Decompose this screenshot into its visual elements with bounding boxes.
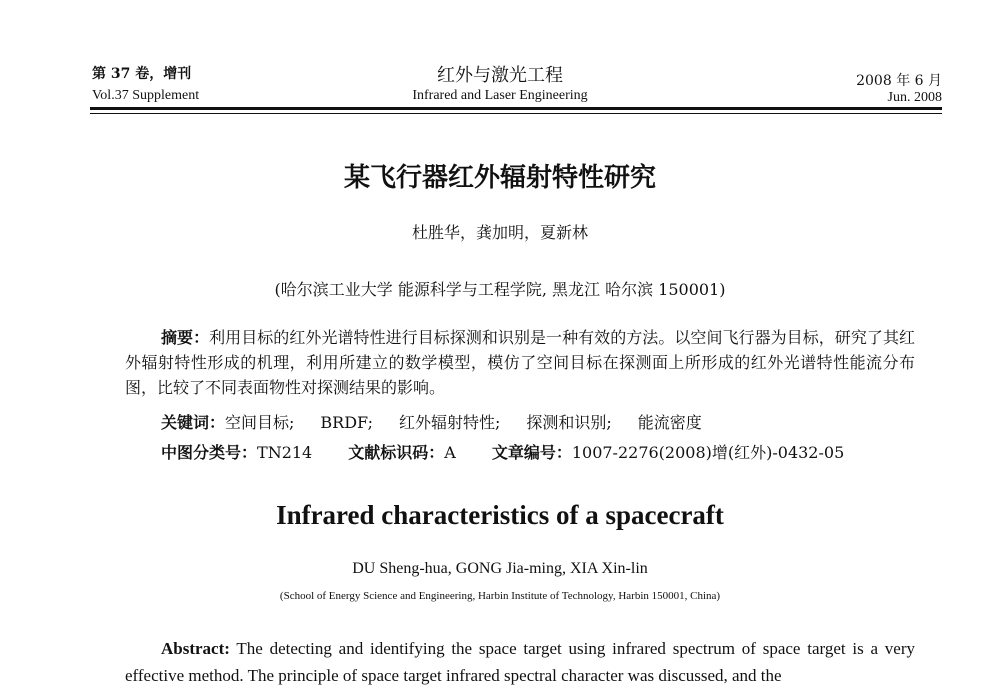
journal-title-en: Infrared and Laser Engineering	[412, 88, 588, 103]
header-rule-thin	[90, 113, 942, 114]
abstract-en	[125, 635, 915, 689]
keyword-item: 探测和识别;	[526, 413, 612, 432]
classification-row	[161, 440, 844, 463]
authors-en: DU Sheng-hua, GONG Jia-ming, XIA Xin-lin	[352, 560, 648, 577]
abstract-cn-text: 利用目标的红外光谱特性进行目标探测和识别是一种有效的方法。以空间飞行器为目标，研究了其红外辐射特性形成的机理，利用所建立的数学模型，模仿了空间目标在探测面上所形成的红外光谱特性能流分布图，比较了不同表面物性对探测结果的影响。	[125, 328, 915, 397]
clc-value: TN214	[257, 443, 313, 462]
article-no-value: 1007-2276(2008)增(红外)-0432-05	[571, 443, 845, 462]
header-rule-thick	[90, 107, 942, 110]
issue-date-en: Jun. 2008	[887, 90, 942, 105]
affiliation-en: (School of Energy Science and Engineering, Harbin Institute of Technology, Harbin 150001, China)	[279, 590, 721, 602]
keyword-item: 红外辐射特性;	[398, 413, 501, 432]
abstract-cn	[125, 325, 915, 400]
keyword-item: BRDF;	[320, 413, 373, 432]
affiliation-cn: (哈尔滨工业大学 能源科学与工程学院, 黑龙江 哈尔滨 150001)	[274, 280, 726, 299]
journal-title-cn: 红外与激光工程	[437, 65, 563, 86]
doc-code-label: 文献标识码：	[348, 443, 445, 462]
keyword-item: 能流密度	[637, 413, 702, 432]
paper-title-cn: 某飞行器红外辐射特性研究	[343, 163, 656, 193]
abstract-en-label: Abstract:	[161, 639, 230, 658]
volume-en: Vol.37 Supplement	[92, 88, 200, 103]
clc-label: 中图分类号：	[161, 443, 258, 462]
keywords-label: 关键词：	[161, 413, 226, 432]
doc-code-value: A	[444, 443, 456, 462]
abstract-cn-label: 摘要：	[161, 328, 210, 347]
volume-cn: 第 37 卷，增刊	[92, 66, 192, 82]
issue-date-cn: 2008 年 6 月	[856, 73, 942, 89]
keyword-item: 空间目标;	[225, 413, 295, 432]
paper-title-en: Infrared characteristics of a spacecraft	[276, 500, 724, 530]
article-no-label: 文章编号：	[491, 443, 572, 462]
keywords-row	[161, 410, 702, 433]
abstract-en-text: The detecting and identifying the space target using infrared spectrum of space target is a very effective method. The principle of space target infrared spectral character was discussed, and the	[125, 639, 915, 685]
authors-cn: 杜胜华，龚加明，夏新林	[411, 223, 588, 242]
